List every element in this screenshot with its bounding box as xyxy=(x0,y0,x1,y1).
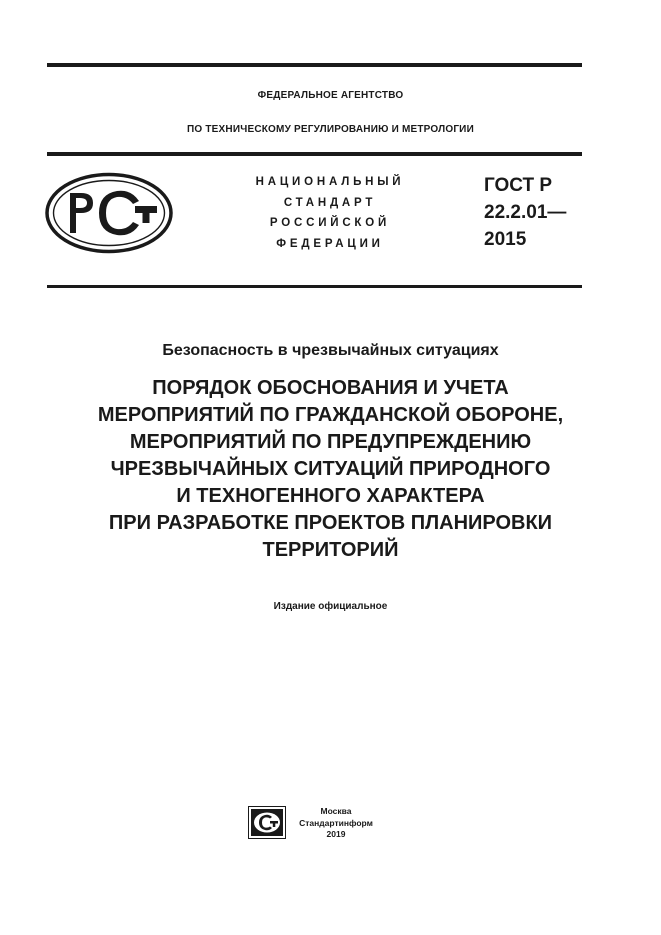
title-line: МЕРОПРИЯТИЙ ПО ГРАЖДАНСКОЙ ОБОРОНЕ, xyxy=(97,404,564,426)
edition-label: Издание официальное xyxy=(273,601,388,612)
standard-type-line: РОССИЙСКОЙ xyxy=(269,217,391,229)
title-line: МЕРОПРИЯТИЙ ПО ПРЕДУПРЕЖДЕНИЮ xyxy=(129,431,532,453)
rst-logo-icon xyxy=(45,172,175,254)
title-line: ПОРЯДОК ОБОСНОВАНИЯ И УЧЕТА xyxy=(152,377,509,399)
standard-type-line: НАЦИОНАЛЬНЫЙ xyxy=(255,176,405,188)
publisher-city: Москва xyxy=(320,806,352,816)
designation-rule xyxy=(47,285,582,288)
standartinform-logo-icon xyxy=(248,806,286,839)
designation-line: 2015 xyxy=(484,229,527,250)
standard-designation xyxy=(484,172,566,253)
publisher-name: Стандартинформ xyxy=(299,817,373,828)
header-rule xyxy=(47,152,582,156)
standard-type-line: ФЕДЕРАЦИИ xyxy=(276,237,384,250)
document-title xyxy=(0,375,661,564)
designation-line: ГОСТ Р xyxy=(484,175,553,196)
agency-line-1: ФЕДЕРАЛЬНОЕ АГЕНТСТВО xyxy=(257,90,404,101)
designation-line: 22.2.01— xyxy=(484,202,567,223)
title-line: И ТЕХНОГЕННОГО ХАРАКТЕРА xyxy=(176,485,485,507)
standard-type-line: СТАНДАРТ xyxy=(283,196,377,209)
publisher-year: 2019 xyxy=(326,829,346,839)
agency-line-2: ПО ТЕХНИЧЕСКОМУ РЕГУЛИРОВАНИЮ И МЕТРОЛОГИИ xyxy=(187,124,474,135)
title-line: ТЕРРИТОРИЙ xyxy=(262,539,399,561)
top-rule xyxy=(47,63,582,67)
title-line: ПРИ РАЗРАБОТКЕ ПРОЕКТОВ ПЛАНИРОВКИ xyxy=(108,512,553,534)
title-line: ЧРЕЗВЫЧАЙНЫХ СИТУАЦИЙ ПРИРОДНОГО xyxy=(110,458,551,480)
publisher-info xyxy=(296,806,376,841)
standard-type xyxy=(225,172,435,254)
document-subject: Безопасность в чрезвычайных ситуациях xyxy=(162,342,499,359)
